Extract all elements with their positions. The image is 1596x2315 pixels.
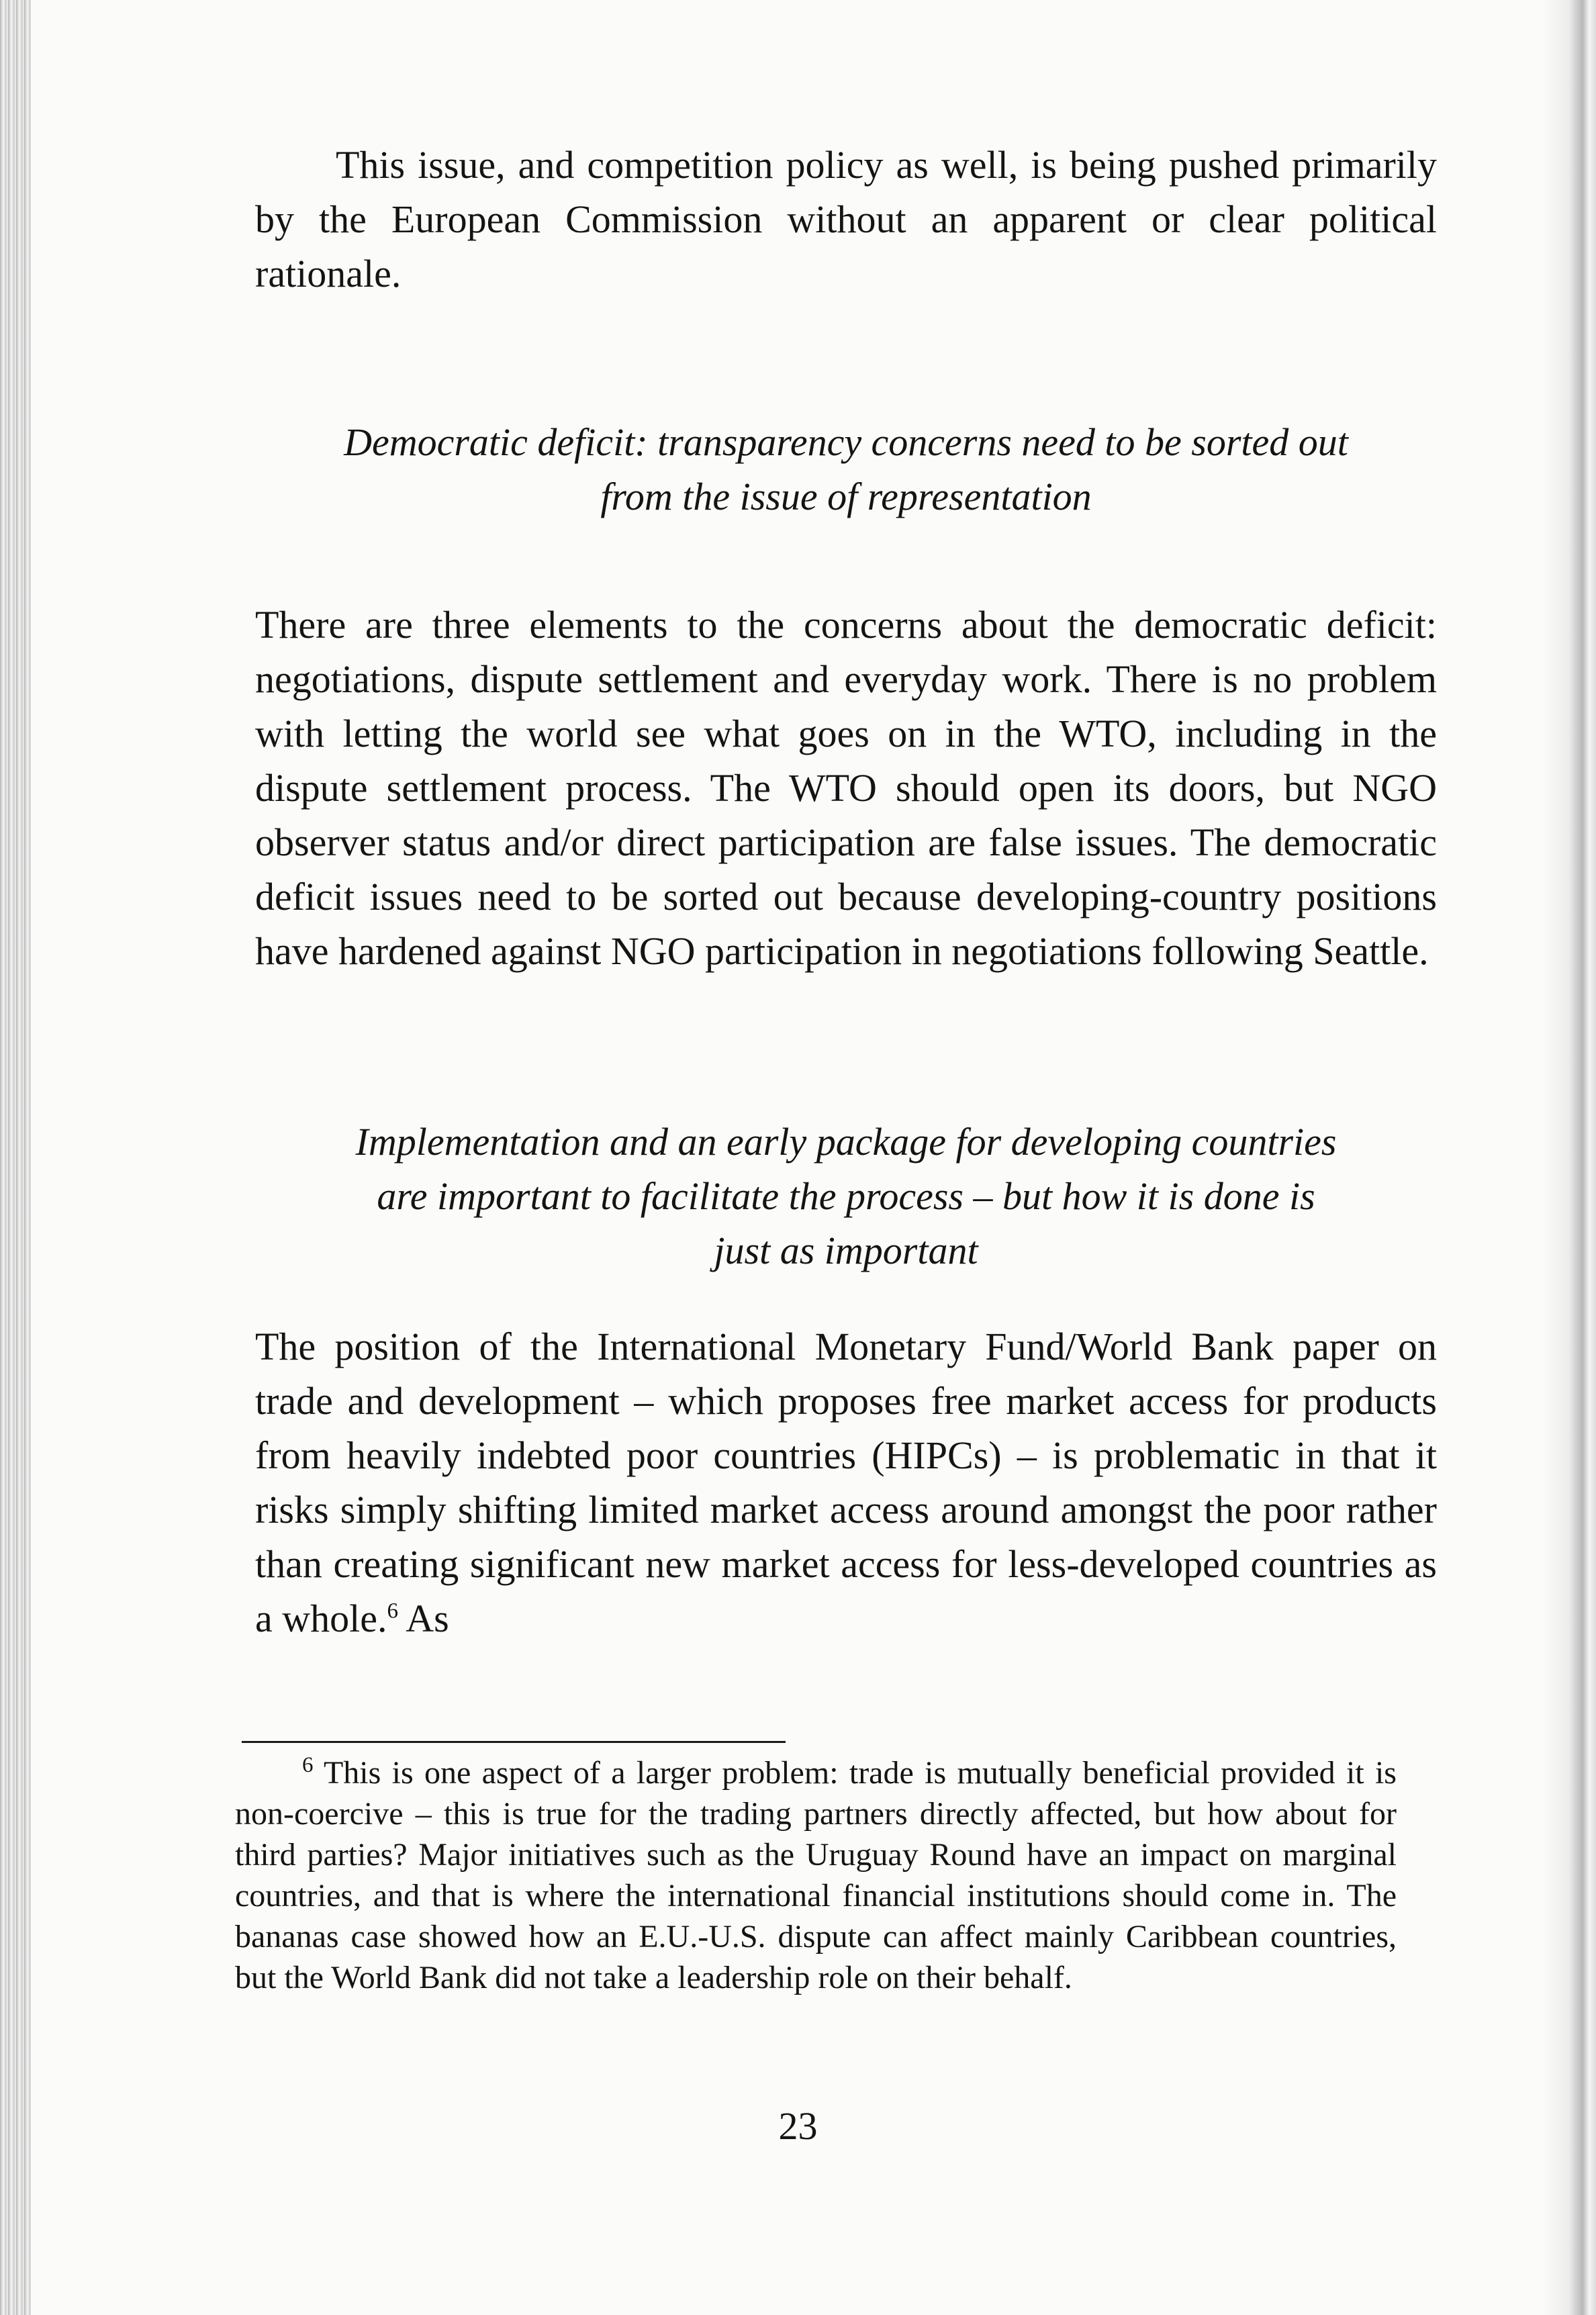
- page-edge-shadow: [1542, 0, 1596, 2315]
- paragraph-text: The position of the International Monetary Fund/World Bank paper on trade and development – which proposes free market access for products from heavily indebted poor countries (HIPCs) – is problematic in that it risks simply shifting limited market access around amongst the poor rather than creating significant new market access for less-developed countries as a whole.: [255, 1325, 1437, 1640]
- heading-line: Implementation and an early package for developing countries: [355, 1120, 1337, 1164]
- heading-line: Democratic deficit: transparency concerns need to be sorted out: [344, 420, 1348, 464]
- heading-line: are important to facilitate the process – but how it is done is: [377, 1174, 1315, 1218]
- body-paragraph-2: There are three elements to the concerns about the democratic deficit: negotiations, dispute settlement and everyday work. There is no problem with letting the world see what goes on in the WTO, including in the dispute settlement process. The WTO should open its doors, but NGO observer status and/or direct participation are false issues. The democratic deficit issues need to be sorted out because developing-country positions have hardened against NGO participation in negotiations following Seattle.: [255, 603, 1437, 973]
- section-heading-democratic-deficit: [255, 415, 1437, 524]
- footnote-divider: [242, 1741, 786, 1743]
- binding-shadow: [0, 0, 31, 2315]
- heading-line: just as important: [714, 1229, 978, 1272]
- footnote-text: This is one aspect of a larger problem: trade is mutually beneficial provided it is non-coercive – this is true for the trading partners directly affected, but how about for third parties? Major initiatives such as the Uruguay Round have an impact on marginal countries, and that is where the international financial institutions should come in. The bananas case showed how an E.U.-U.S. dispute can affect mainly Caribbean countries, but the World Bank did not take a leadership role on their behalf.: [235, 1755, 1397, 1995]
- heading-line: from the issue of representation: [600, 475, 1092, 518]
- footnote: [235, 1752, 1397, 1998]
- page-number: 23: [778, 2104, 818, 2148]
- section-heading-implementation: [255, 1115, 1437, 1278]
- footnote-marker: 6: [302, 1753, 314, 1777]
- body-paragraph-3: [255, 1319, 1437, 1646]
- body-paragraph-1: This issue, and competition policy as well, is being pushed primarily by the European Commission without an apparent or clear political rationale.: [255, 143, 1437, 295]
- paragraph-trailing-text: As: [398, 1597, 449, 1640]
- footnote-reference[interactable]: 6: [387, 1599, 398, 1623]
